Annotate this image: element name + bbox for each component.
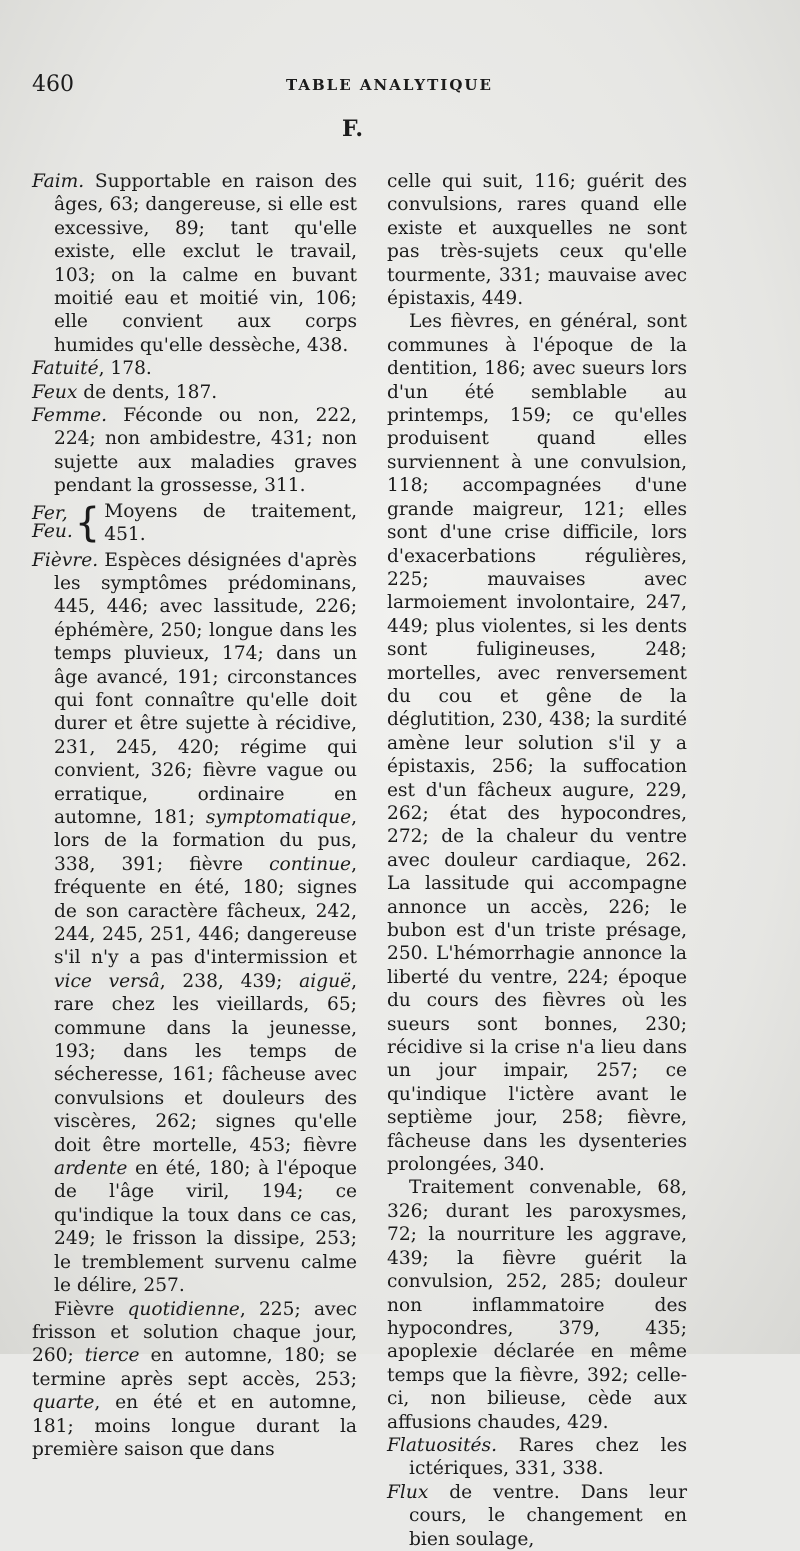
index-entry-faim [32, 170, 357, 357]
italic-term-quotidienne: quotidienne [127, 1298, 240, 1320]
entry-term: Flatuosités. [387, 1434, 497, 1456]
entry-text: Espèces désignées d'après les symptômes prédominans, 445, 446; avec lassitude, 226; éphémère, 250; longue dans les temps pluvieux, 174; dans un âge avancé, 191; circonstances qui font connaître qu'elle doit durer et être sujette à récidive, 231, 245, 420; régime qui convient, 326; fièvre vague ou erratique, ordinaire en automne, 181; [54, 549, 357, 828]
sub-paragraph-traitement: Traitement convenable, 68, 326; durant les paroxysmes, 72; la nourriture les aggrave, 439; la fièvre guérit la convulsion, 252, 285; douleur non inflammatoire des hypocondres, 379, 435; apoplexie déclarée en même temps que la fièvre, 392; celle-ci, non bilieuse, cède aux affusions chaudes, 429. [387, 1177, 687, 1433]
index-entry-femme [32, 404, 357, 498]
running-title: TABLE ANALYTIQUE [286, 76, 493, 94]
entry-term: Fatuité [32, 358, 99, 380]
entry-text: Supportable en raison des âges, 63; dangereuse, si elle est excessive, 89; tant qu'elle existe, elle exclut le travail, 103; on la calme en buvant moitié eau et moitié vin, 106; elle convient aux corps humides qu'elle dessèche, 438. [54, 171, 357, 356]
entry-text: , fréquente en été, 180; signes de son caractère fâcheux, 242, 244, 245, 251, 446; dangereuse s'il n'y a pas d'intermission et [54, 853, 357, 969]
entry-term-feu: Feu. [32, 521, 73, 543]
entry-text: , 238, 439; [159, 970, 300, 992]
left-column [32, 170, 357, 1461]
brace-glyph: { [74, 500, 101, 547]
index-entry-fatuite [32, 357, 357, 380]
italic-term-aigue: aiguë [299, 970, 352, 992]
entry-term: Faim. [32, 171, 85, 192]
section-letter: F. [342, 116, 364, 142]
index-entry-feux [32, 381, 357, 404]
italic-term-vice-versa: vice versâ [54, 970, 160, 992]
page-header [32, 72, 760, 102]
italic-term-continue: continue [269, 853, 352, 875]
entry-text: de ventre. Dans leur cours, le changement en bien soulage, [409, 1481, 687, 1550]
entry-text: , en été et en automne, 181; moins longue durant la première saison que dans [32, 1392, 357, 1460]
entry-term: Feux [32, 381, 78, 403]
italic-term-symptomatique: symptomatique [205, 806, 352, 828]
right-column [387, 170, 687, 1551]
entry-text: , lors de la formation du pus, 338, 391; fièvre [54, 806, 357, 875]
entry-term: Flux [387, 1481, 429, 1503]
sub-paragraph-fievres-general: Les fièvres, en général, sont communes à l'époque de la dentition, 186; avec sueurs lors d'un été semblable au printemps, 159; ce qu'elles produisent quand elles surviennent à une convulsion, 118; accompagnées d'une grande maigreur, 121; elles sont d'une crise difficile, lors d'exacerbations régulières, 225; mauvaises avec larmoiement involontaire, 247, 449; plus violentes, si les dents sont fuligineuses, 248; mortelles, avec renversement du cou et gêne de la déglutition, 230, 438; la surdité amène leur solution s'il y a épistaxis, 256; la suffocation est d'un fâcheux augure, 229, 262; état des hypocondres, 272; de la chaleur du ventre avec douleur cardiaque, 262. La lassitude qui accompagne annonce un accès, 226; le bubon est d'un triste présage, 250. L'hémorrhagie annonce la liberté du ventre, 224; époque du cours des fièvres où les sueurs sont bonnes, 230; récidive si la crise n'a lieu dans un jour impair, 257; ce qu'indique l'ictère avant le septième jour, 258; fièvre, fâcheuse dans les dysenteries prolongées, 340. [387, 311, 687, 1176]
entry-text: Rares chez les ictériques, 331, 338. [409, 1434, 687, 1480]
entry-term: Femme. [32, 405, 108, 427]
italic-term-tierce: tierce [84, 1345, 140, 1367]
entry-text: Féconde ou non, 222, 224; non ambidestre, 431; non sujette aux maladies graves pendant la grossesse, 311. [54, 405, 357, 497]
entry-text: , 178. [98, 358, 152, 380]
entry-text: , 225; avec frisson et solution chaque jour, 260; [32, 1298, 357, 1367]
entry-text: en été, 180; à l'époque de l'âge viril, 194; ce qu'indique la toux dans ce cas, 249; le frisson la dissipe, 253; le tremblement survenu calme le délire, 257. [54, 1158, 357, 1297]
continuation-text: celle qui suit, 116; guérit des convulsions, rares quand elle existe et auxquelles ne sont pas très-sujets ceux qu'elle tourmente, 331; mauvaise avec épistaxis, 449. [387, 171, 687, 310]
italic-term-ardente: ardente [54, 1158, 128, 1180]
index-entry-flux [387, 1481, 687, 1551]
entry-text: Moyens de traitement, 451. [104, 500, 357, 546]
entry-text: de dents, 187. [77, 381, 218, 403]
entry-text: en automne, 180; se termine après sept accès, 253; [32, 1345, 357, 1390]
italic-term-quarte: quarte [32, 1392, 95, 1414]
index-entry-fer-feu [32, 500, 357, 547]
sub-paragraph-fievre-quotidienne [32, 1298, 357, 1462]
brace-terms [32, 505, 73, 541]
entry-term-fer: Fer, [32, 503, 68, 525]
entry-text: , rare chez les vieillards, 65; commune dans la jeunesse, 193; dans les temps de sécheresse, 161; fâcheuse avec convulsions et douleurs des viscères, 262; signes qu'elle doit être mortelle, 453; fièvre [54, 970, 358, 1156]
index-entry-fievre [32, 549, 357, 1298]
entry-term: Fièvre. [32, 549, 99, 571]
index-entry-flatuosites [387, 1434, 687, 1481]
page-number: 460 [32, 72, 74, 97]
entry-text: Fièvre [54, 1298, 128, 1320]
